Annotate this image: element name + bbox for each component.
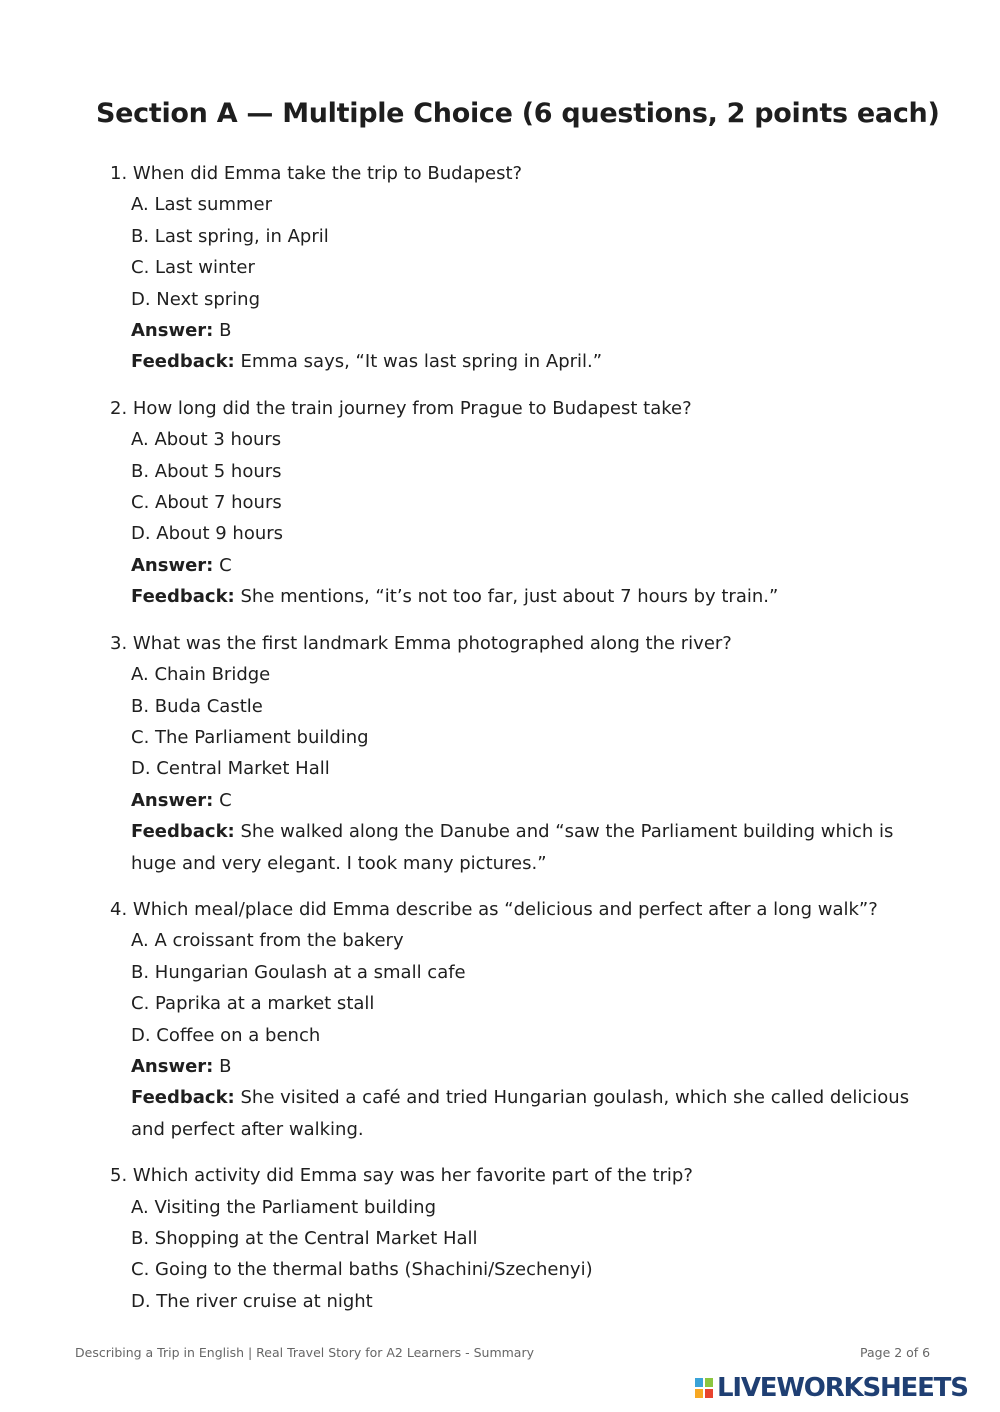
question-4	[110, 894, 910, 1145]
logo-square-blue	[694, 1377, 704, 1388]
question-prompt: 4. Which meal/place did Emma describe as “delicious and perfect after a long walk”?	[110, 898, 878, 920]
option-a: A. Chain Bridge	[131, 664, 271, 686]
question-prompt: 5. Which activity did Emma say was her favorite part of the trip?	[110, 1165, 693, 1187]
option-a: A. A croissant from the bakery	[131, 930, 404, 952]
answer-value: B	[219, 1055, 232, 1077]
liveworksheets-logo[interactable]	[694, 1373, 968, 1403]
option-b: B. Last spring, in April	[131, 225, 329, 247]
option-d: D. About 9 hours	[131, 523, 284, 545]
answer	[110, 1051, 910, 1082]
answer	[110, 550, 910, 581]
answer-label: Answer:	[131, 320, 214, 342]
question-prompt: 3. What was the first landmark Emma photographed along the river?	[110, 632, 732, 654]
feedback-label: Feedback:	[131, 1087, 235, 1109]
section-title: Section A — Multiple Choice (6 questions, 2 points each)	[96, 98, 940, 129]
option-d: D. Coffee on a bench	[131, 1024, 321, 1046]
option-c: C. The Parliament building	[131, 726, 369, 748]
logo-wordmark: LIVEWORKSHEETS	[717, 1373, 968, 1403]
option-a: A. Last summer	[131, 194, 272, 216]
feedback-label: Feedback:	[131, 821, 235, 843]
footer-page-number: Page 2 of 6	[860, 1345, 931, 1360]
question-5	[110, 1160, 910, 1317]
feedback	[110, 346, 910, 377]
feedback-text: Emma says, “It was last spring in April.”	[240, 351, 603, 373]
answer-value: B	[219, 320, 232, 342]
question-1	[110, 158, 910, 378]
option-a: A. Visiting the Parliament building	[131, 1196, 437, 1218]
option-b: B. Hungarian Goulash at a small cafe	[131, 961, 466, 983]
option-b: B. About 5 hours	[131, 460, 282, 482]
feedback	[110, 816, 910, 879]
answer-label: Answer:	[131, 789, 214, 811]
feedback-text: She visited a café and tried Hungarian goulash, which she called delicious and perfect after walking.	[131, 1087, 910, 1140]
logo-square-orange	[694, 1388, 704, 1399]
feedback-label: Feedback:	[131, 351, 235, 373]
liveworksheets-logo-icon	[694, 1377, 714, 1399]
feedback	[110, 581, 910, 612]
answer-value: C	[219, 554, 232, 576]
option-c: C. Last winter	[131, 257, 255, 279]
logo-square-red	[704, 1388, 714, 1399]
question-2	[110, 393, 910, 613]
answer-value: C	[219, 789, 232, 811]
option-b: B. Buda Castle	[131, 695, 263, 717]
feedback	[110, 1082, 910, 1145]
option-d: D. The river cruise at night	[131, 1290, 373, 1312]
option-c: C. Paprika at a market stall	[131, 993, 375, 1015]
answer	[110, 785, 910, 816]
feedback-label: Feedback:	[131, 586, 235, 608]
question-3	[110, 628, 910, 879]
option-b: B. Shopping at the Central Market Hall	[131, 1228, 478, 1249]
option-d: D. Next spring	[131, 288, 260, 310]
option-d: D. Central Market Hall	[131, 758, 330, 780]
option-a: A. About 3 hours	[131, 429, 282, 451]
footer-document-title: Describing a Trip in English | Real Travel Story for A2 Learners - Summary	[75, 1345, 534, 1360]
question-prompt: 1. When did Emma take the trip to Budapest?	[110, 163, 523, 184]
answer-label: Answer:	[131, 1055, 214, 1077]
question-list	[110, 158, 910, 1332]
option-c: C. Going to the thermal baths (Shachini/Szechenyi)	[131, 1259, 593, 1281]
feedback-text: She mentions, “it’s not too far, just about 7 hours by train.”	[240, 586, 779, 608]
question-prompt: 2. How long did the train journey from Prague to Budapest take?	[110, 397, 692, 419]
logo-square-green	[704, 1377, 714, 1388]
answer	[110, 315, 910, 346]
answer-label: Answer:	[131, 554, 214, 576]
feedback-text: She walked along the Danube and “saw the Parliament building which is huge and very elegant. I took many pictures.”	[131, 821, 894, 874]
option-c: C. About 7 hours	[131, 492, 282, 514]
